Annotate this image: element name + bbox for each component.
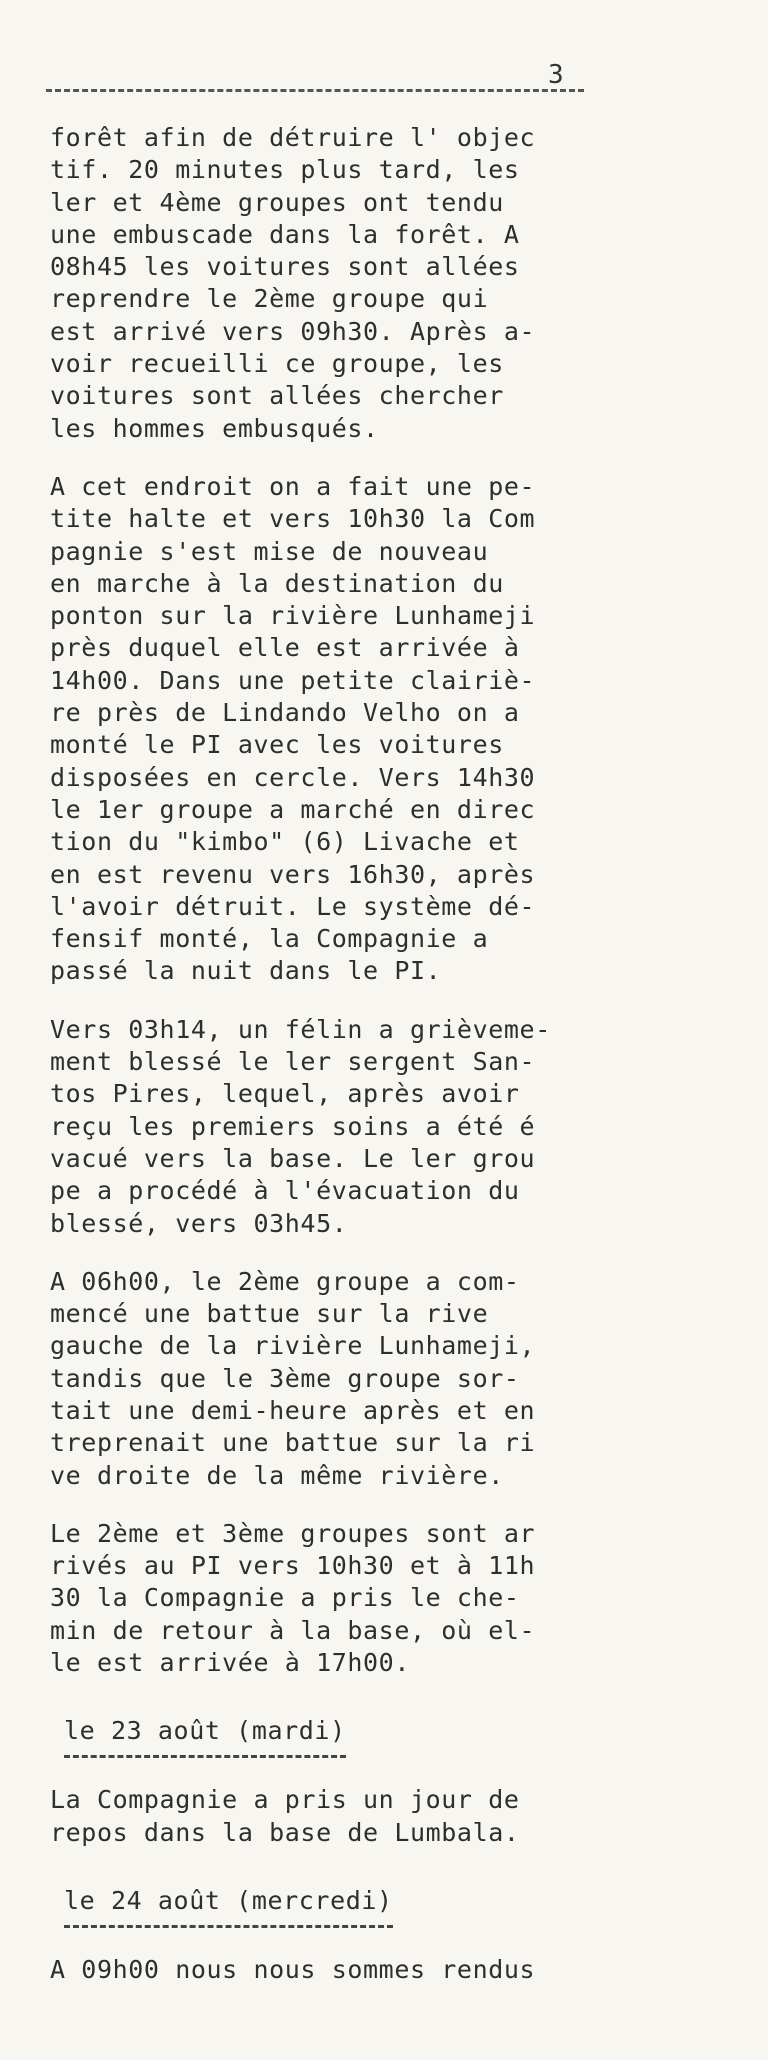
text-line: voir recueilli ce groupe, les: [50, 349, 504, 379]
text-line: La Compagnie a pris un jour de: [50, 1785, 520, 1815]
text-line: tait une demi-heure après et en: [50, 1395, 536, 1425]
text-line: Le 2ème et 3ème groupes sont ar: [50, 1518, 536, 1548]
text-line: l'avoir détruit. Le système dé-: [50, 891, 536, 921]
text-line: fensif monté, la Compagnie a: [50, 924, 489, 954]
text-line: repos dans la base de Lumbala.: [50, 1817, 520, 1847]
text-line: tandis que le 3ème groupe sor-: [50, 1363, 520, 1393]
text-line: les hommes embusqués.: [50, 413, 379, 443]
text-line: disposées en cercle. Vers 14h30: [50, 762, 536, 792]
text-line: 14h00. Dans une petite clairiè-: [50, 665, 536, 695]
paragraph: [50, 1518, 590, 1679]
text-line: mencé une battue sur la rive: [50, 1299, 489, 1329]
text-line: rivés au PI vers 10h30 et à 11h: [50, 1551, 536, 1581]
text-line: est arrivé vers 09h30. Après a-: [50, 316, 536, 346]
page-number: 3: [548, 60, 564, 90]
text-line: treprenait une battue sur la ri: [50, 1428, 536, 1458]
text-line: 08h45 les voitures sont allées: [50, 252, 520, 282]
text-line: voitures sont allées chercher: [50, 381, 504, 411]
text-line: re près de Lindando Velho on a: [50, 698, 520, 728]
header-rule: [46, 89, 584, 92]
paragraph: [50, 471, 590, 988]
text-line: reçu les premiers soins a été é: [50, 1111, 536, 1141]
text-line: pe a procédé à l'évacuation du: [50, 1176, 520, 1206]
text-line: forêt afin de détruire l' objec: [50, 123, 536, 152]
text-line: min de retour à la base, où el-: [50, 1615, 536, 1645]
text-line: tos Pires, lequel, après avoir: [50, 1079, 520, 1109]
section-heading-date: le 24 août (mercredi): [64, 1885, 393, 1928]
text-line: reprendre le 2ème groupe qui: [50, 284, 489, 314]
text-line: Vers 03h14, un félin a grièveme-: [50, 1014, 551, 1044]
paragraph: [50, 1784, 590, 1849]
text-line: pagnie s'est mise de nouveau: [50, 536, 489, 566]
section-heading-date: le 23 août (mardi): [64, 1715, 346, 1758]
text-line: 30 la Compagnie a pris le che-: [50, 1583, 520, 1613]
paragraph: [50, 1266, 590, 1492]
paragraph: [50, 122, 590, 445]
text-line: ler et 4ème groupes ont tendu: [50, 187, 504, 217]
text-line: ment blessé le ler sergent San-: [50, 1047, 536, 1077]
text-line: A cet endroit on a fait une pe-: [50, 471, 536, 501]
text-line: A 09h00 nous nous sommes rendus: [50, 1954, 536, 1984]
document-body: [50, 122, 590, 2012]
text-line: en est revenu vers 16h30, après: [50, 859, 536, 889]
text-line: monté le PI avec les voitures: [50, 730, 504, 760]
text-line: A 06h00, le 2ème groupe a com-: [50, 1266, 520, 1296]
text-line: gauche de la rivière Lunhameji,: [50, 1331, 536, 1361]
text-line: tif. 20 minutes plus tard, les: [50, 155, 520, 185]
text-line: le 1er groupe a marché en direc: [50, 794, 536, 824]
paragraph: [50, 1954, 590, 1986]
text-line: près duquel elle est arrivée à: [50, 633, 520, 663]
text-line: ponton sur la rivière Lunhameji: [50, 601, 536, 631]
text-line: ve droite de la même rivière.: [50, 1460, 504, 1490]
text-line: en marche à la destination du: [50, 568, 504, 598]
text-line: tion du "kimbo" (6) Livache et: [50, 827, 520, 857]
text-line: tite halte et vers 10h30 la Com: [50, 504, 536, 534]
text-line: une embuscade dans la forêt. A: [50, 219, 520, 249]
paragraph: [50, 1014, 590, 1240]
text-line: blessé, vers 03h45.: [50, 1208, 348, 1238]
text-line: passé la nuit dans le PI.: [50, 956, 442, 986]
text-line: le est arrivée à 17h00.: [50, 1648, 410, 1678]
text-line: vacué vers la base. Le ler grou: [50, 1143, 536, 1173]
